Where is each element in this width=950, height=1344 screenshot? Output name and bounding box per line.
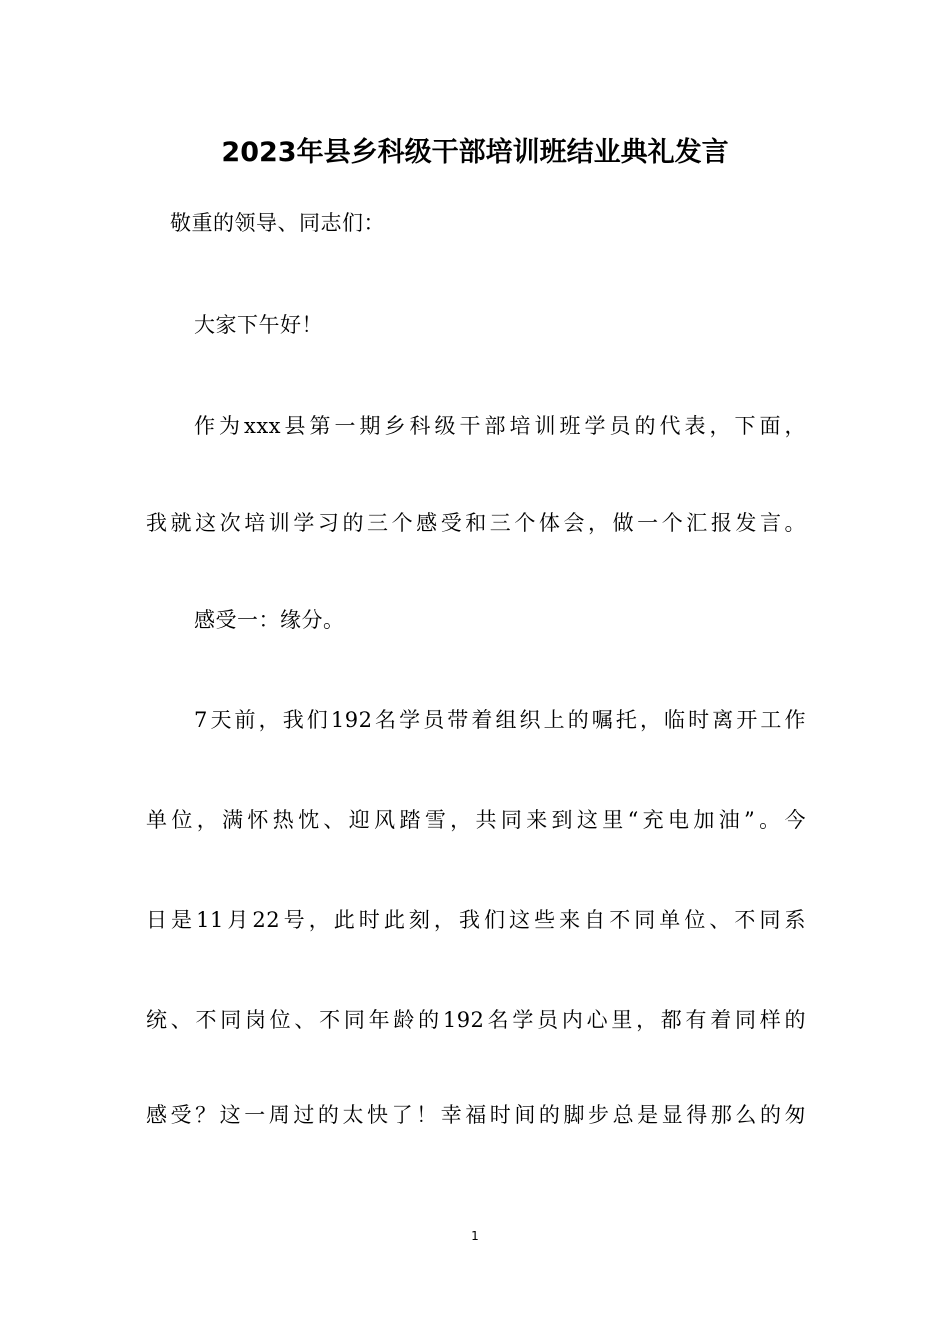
paragraph-line: 我就这次培训学习的三个感受和三个体会，做一个汇报发言。 (146, 511, 806, 535)
paragraph-line: 感受？这一周过的太快了！幸福时间的脚步总是显得那么的匆 (146, 1103, 806, 1127)
page-number: 1 (471, 1229, 479, 1243)
document-title: 2023年县乡科级干部培训班结业典礼发言 (221, 137, 729, 168)
salutation-line: 敬重的领导、同志们： (170, 211, 385, 235)
section-heading-line: 感受一：缘分。 (194, 608, 345, 632)
paragraph-line: 7天前，我们192名学员带着组织上的嘱托，临时离开工作 (194, 708, 806, 732)
paragraph-line: 日是11月22号，此时此刻，我们这些来自不同单位、不同系 (146, 908, 806, 932)
greeting-line: 大家下午好！ (194, 313, 323, 337)
paragraph-line: 统、不同岗位、不同年龄的192名学员内心里，都有着同样的 (146, 1008, 806, 1032)
paragraph-line: 作为xxx县第一期乡科级干部培训班学员的代表，下面， (194, 414, 806, 438)
paragraph-line: 单位，满怀热忱、迎风踏雪，共同来到这里“充电加油”。今 (146, 808, 806, 832)
